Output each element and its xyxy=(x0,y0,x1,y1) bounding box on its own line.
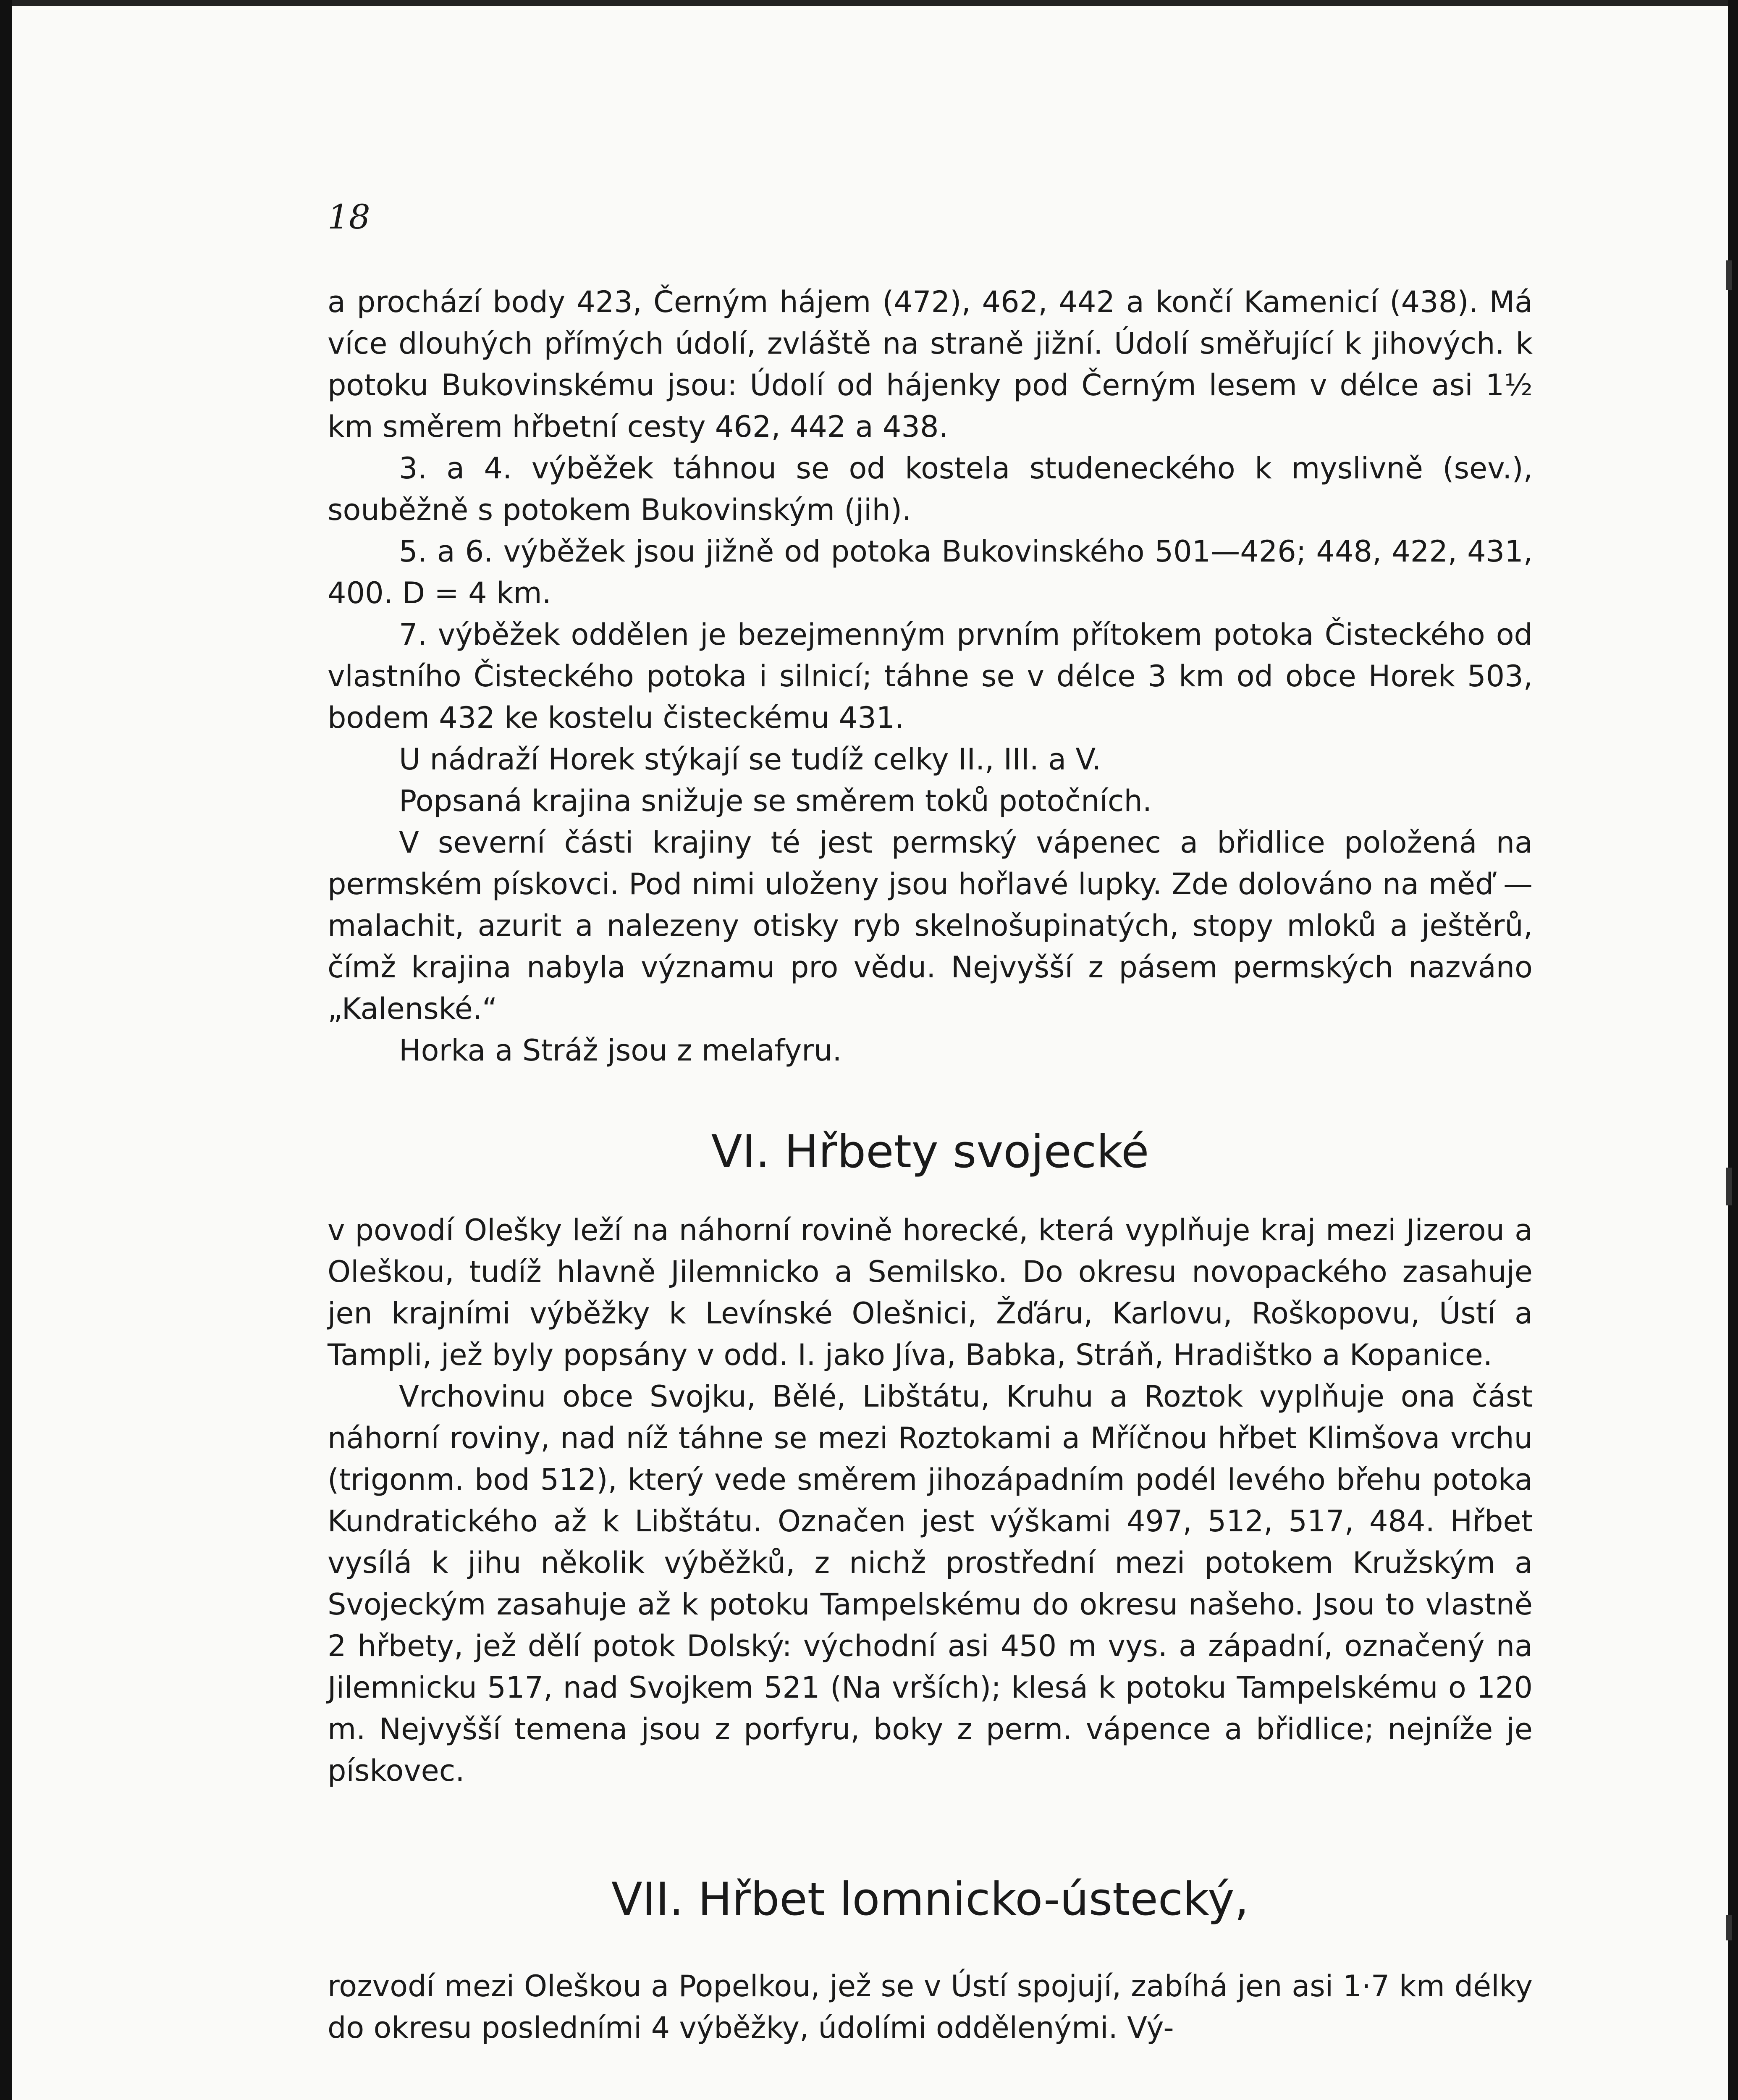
scan-border-right xyxy=(1728,0,1738,2100)
paragraph: rozvodí mezi Oleškou a Popelkou, jež se v Ústí spojují, zabíhá jen asi 1·7 km délky do okresu posledními 4 výběžky, údolími oddělenými. Vý- xyxy=(328,1969,1533,2045)
paragraph: 7. výběžek oddělen je bezejmenným prvním přítokem potoka Čisteckého od vlastního Čisteckého potoka i silnicí; táhne se v délce 3 km od obce Horek 503, bodem 432 ke kostelu čisteckému 431. xyxy=(328,617,1533,735)
paragraph: Popsaná krajina snižuje se směrem toků potočních. xyxy=(399,784,1152,818)
paragraph: Horka a Stráž jsou z melafyru. xyxy=(399,1033,842,1068)
scan-border-left xyxy=(0,0,12,2100)
scan-border-top xyxy=(0,0,1738,6)
scan-artifact xyxy=(1726,1915,1732,1940)
paragraph: V severní části krajiny té jest permský vápenec a břidlice položená na permském pískovci. Pod nimi uloženy jsou hořlavé lupky. Zde dolováno na měď — malachit, azurit a nalezeny otisky ryb skelnošupinatých, stopy mloků a ještěrů, čímž krajina nabyla významu pro vědu. Nejvyšší z pásem permských nazváno „Kalenské.“ xyxy=(328,825,1533,1026)
paragraph: U nádraží Horek stýkají se tudíž celky II., III. a V. xyxy=(399,742,1101,777)
section-heading-vi: VI. Hřbety svojecké xyxy=(711,1126,1149,1178)
paragraph: v povodí Olešky leží na náhorní rovině horecké, která vyplňuje kraj mezi Jizerou a Oleškou, tudíž hlavně Jilemnicko a Semilsko. Do okresu novopackého zasahuje jen krajními výběžky k Levínské Olešnici, Žďáru, Karlovu, Roškopovu, Ústí a Tampli, jež byly popsány v odd. I. jako Jíva, Babka, Stráň, Hradištko a Kopanice. xyxy=(328,1213,1533,1372)
scan-artifact xyxy=(1726,1168,1732,1205)
scan-artifact xyxy=(1726,260,1732,290)
paragraph: a prochází body 423, Černým hájem (472), 462, 442 a končí Kamenicí (438). Má více dlouhých přímých údolí, zvláště na straně jižní. Údolí směřující k jihových. k potoku Bukovinskému jsou: Údolí od hájenky pod Černým lesem v délce asi 1½ km směrem hřbetní cesty 462, 442 a 438. xyxy=(328,285,1533,444)
section-heading-vii: VII. Hřbet lomnicko-ústecký, xyxy=(611,1873,1249,1926)
text-block-section-6 xyxy=(328,1210,1533,1792)
text-block-section-7 xyxy=(328,1966,1533,2049)
paragraph: 5. a 6. výběžek jsou jižně od potoka Bukovinského 501—426; 448, 422, 431, 400. D = 4 km. xyxy=(328,534,1533,610)
paragraph: 3. a 4. výběžek táhnou se od kostela studeneckého k myslivně (sev.), souběžně s potokem Bukovinským (jih). xyxy=(328,451,1533,527)
paragraph: Vrchovinu obce Svojku, Bělé, Libštátu, Kruhu a Roztok vyplňuje ona část náhorní roviny, nad níž táhne se mezi Roztokami a Mříčnou hřbet Klimšova vrchu (trigonm. bod 512), který vede směrem jihozápadním podél levého břehu potoka Kundratického až k Libštátu. Označen jest výškami 497, 512, 517, 484. Hřbet vysílá k jihu několik výběžků, z nichž prostřední mezi potokem Kružským a Svojeckým zasahuje až k potoku Tampelskému do okresu našeho. Jsou to vlastně 2 hřbety, jež dělí potok Dolský: východní asi 450 m vys. a západní, označený na Jilemnicku 517, nad Svojkem 521 (Na vrších); klesá k potoku Tampelskému o 120 m. Nejvyšší temena jsou z porfyru, boky z perm. vápence a břidlice; nejníže je pískovec. xyxy=(328,1379,1533,1788)
page-number: 18 xyxy=(328,197,370,236)
text-block-1 xyxy=(328,281,1533,1071)
